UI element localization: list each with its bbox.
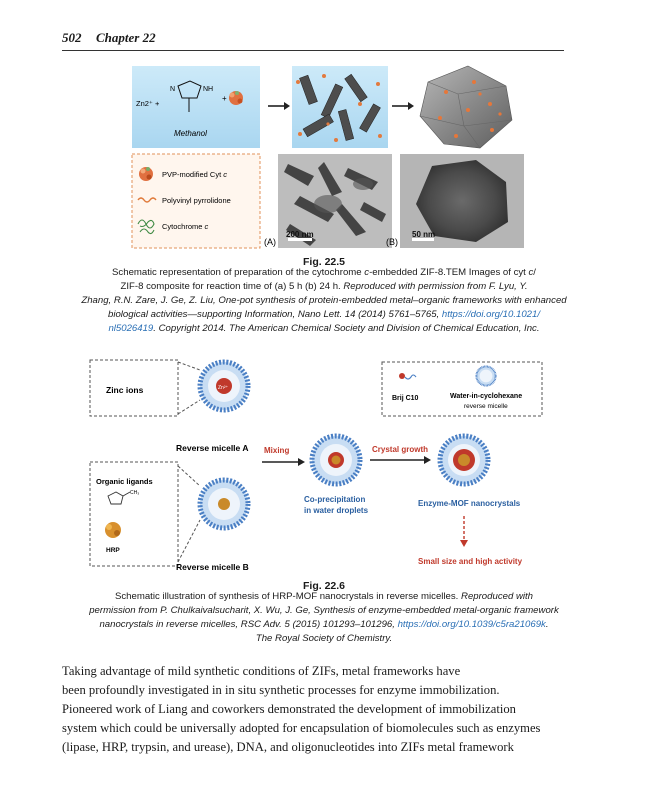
micelle-a-zn: Zn²⁺ (218, 385, 229, 391)
zinc-ions-box (90, 360, 178, 416)
doi-link-1[interactable]: https://doi.org/10.1021/ (441, 309, 540, 320)
plus-sign: + (222, 94, 227, 103)
body-line: Taking advantage of mild synthetic conditions of ZIFs, metal frameworks have (62, 664, 461, 678)
coprecipitation-micelle (312, 436, 360, 484)
hrp-label: HRP (106, 547, 120, 554)
body-line: Pioneered work of Liang and coworkers demonstrated the development of immobilization (62, 702, 516, 716)
ligand-ch3: CH₃ (130, 490, 140, 496)
chapter-title: Chapter 22 (96, 30, 156, 45)
pvp-cytc-icon (139, 167, 153, 181)
body-line: been profoundly investigated in in situ synthetic processes for enzyme immobilization. (62, 683, 500, 697)
crystal-growth-arrow-icon (370, 456, 431, 464)
zinc-ions-label: Zinc ions (106, 385, 144, 395)
figure-22-6-label: Fig. 22.6 (302, 580, 345, 592)
legend-pvp: Polyvinyl pyrrolidone (162, 196, 231, 205)
scale-bar-b: 50 nm (412, 230, 436, 239)
enzyme-mof-micelle (440, 436, 488, 484)
arrow-icon (392, 102, 414, 110)
mixing-arrow-icon (262, 458, 305, 466)
mixing-label: Mixing (264, 446, 290, 455)
doi-link-1-cont[interactable]: nl5026419 (108, 323, 154, 334)
crystal-growth-label: Crystal growth (372, 445, 429, 454)
rod-assembly-illustration (292, 66, 388, 148)
hrp-protein-icon (105, 522, 121, 538)
surfactant-legend-box (382, 362, 542, 416)
panel-a-label: (A) (264, 237, 276, 247)
organic-ligands-box (90, 462, 178, 566)
figure-22-6-caption: Schematic illustration of synthesis of HRP-MOF nanocrystals in reverse micelles. Reproduced with permission from P. Chulkaivalsucharit, X. Wu, J. Ge, Synthesis of enzyme-embedded metal-organic framework nanocrystals in reverse micelles, RSC Adv. 5 (2015) 101293–101296, https://doi.org/10.1039/c5ra21069k. The Royal Society of Chemistry. (89, 591, 559, 644)
arrow-icon (268, 102, 290, 110)
legend-pvp-cytc: PVP-modified Cyt c (162, 170, 228, 179)
water-in-cyclohexane-line2: reverse micelle (464, 403, 508, 410)
running-header (62, 30, 564, 51)
body-paragraph (62, 662, 592, 757)
scale-bar-a: 200 nm (286, 230, 314, 239)
enzyme-mof-label: Enzyme-MOF nanocrystals (418, 499, 521, 508)
micelle-b-label: Reverse micelle B (176, 562, 249, 572)
imidazole-nh: NH (203, 86, 214, 93)
small-size-label: Small size and high activity (418, 557, 523, 566)
micelle-a-label: Reverse micelle A (176, 443, 249, 453)
solvent-label: Methanol (174, 129, 207, 138)
body-line: (lipase, HRP, trypsin, and urease), DNA, and oligonucleotides into ZIFs metal framework (62, 740, 514, 754)
organic-ligands-label: Organic ligands (96, 477, 153, 486)
panel-b-label: (B) (386, 237, 398, 247)
zif8-crystal-illustration (420, 66, 512, 148)
page-number: 502 (62, 30, 82, 45)
coprecip-line1: Co-precipitation (304, 495, 366, 504)
figure-22-6 (80, 356, 550, 580)
legend-cytochrome: Cytochrome c (162, 222, 209, 231)
reaction-scheme-panel (132, 66, 260, 148)
doi-link-2[interactable]: https://doi.org/10.1039/c5ra21069k (397, 619, 546, 630)
small-micelle-icon (476, 366, 495, 385)
figure-22-5-caption: Schematic representation of preparation of the cytochrome c-embedded ZIF-8.TEM Images of cyt c/ ZIF-8 composite for reaction time of (a) 5 h (b) 24 h. Reproduced with permission from F. Lyu, Y. Zhang, R.N. Zare, J. Ge, Z. Liu, One-pot synthesis of protein-embedded metal–organic frameworks with enhanced biological activities—supporting Information, Nano Lett. 14 (2014) 5761–5765, https://doi.org/10.1021/ nl5026419. Copyright 2014. The American Chemical Society and Division of Chemical Education, Inc. (81, 267, 567, 334)
down-arrow-icon (460, 516, 468, 547)
zn-reactant: Zn2⁺ + (136, 99, 160, 108)
water-in-cyclohexane-line1: Water-in-cyclohexane (450, 393, 523, 400)
imidazole-n: N (170, 86, 176, 93)
cytc-cluster-icon (229, 91, 243, 105)
figure-22-5 (128, 64, 528, 252)
figure-22-5-label: Fig. 22.5 (302, 256, 345, 268)
coprecip-line2: in water droplets (304, 506, 369, 515)
body-line: system which could be universally adopted for encapsulation of biomolecules such as enzymes (62, 721, 541, 735)
legend-box (132, 154, 260, 248)
brij-label: Brij C10 (392, 395, 419, 402)
reverse-micelle-b (200, 480, 248, 528)
